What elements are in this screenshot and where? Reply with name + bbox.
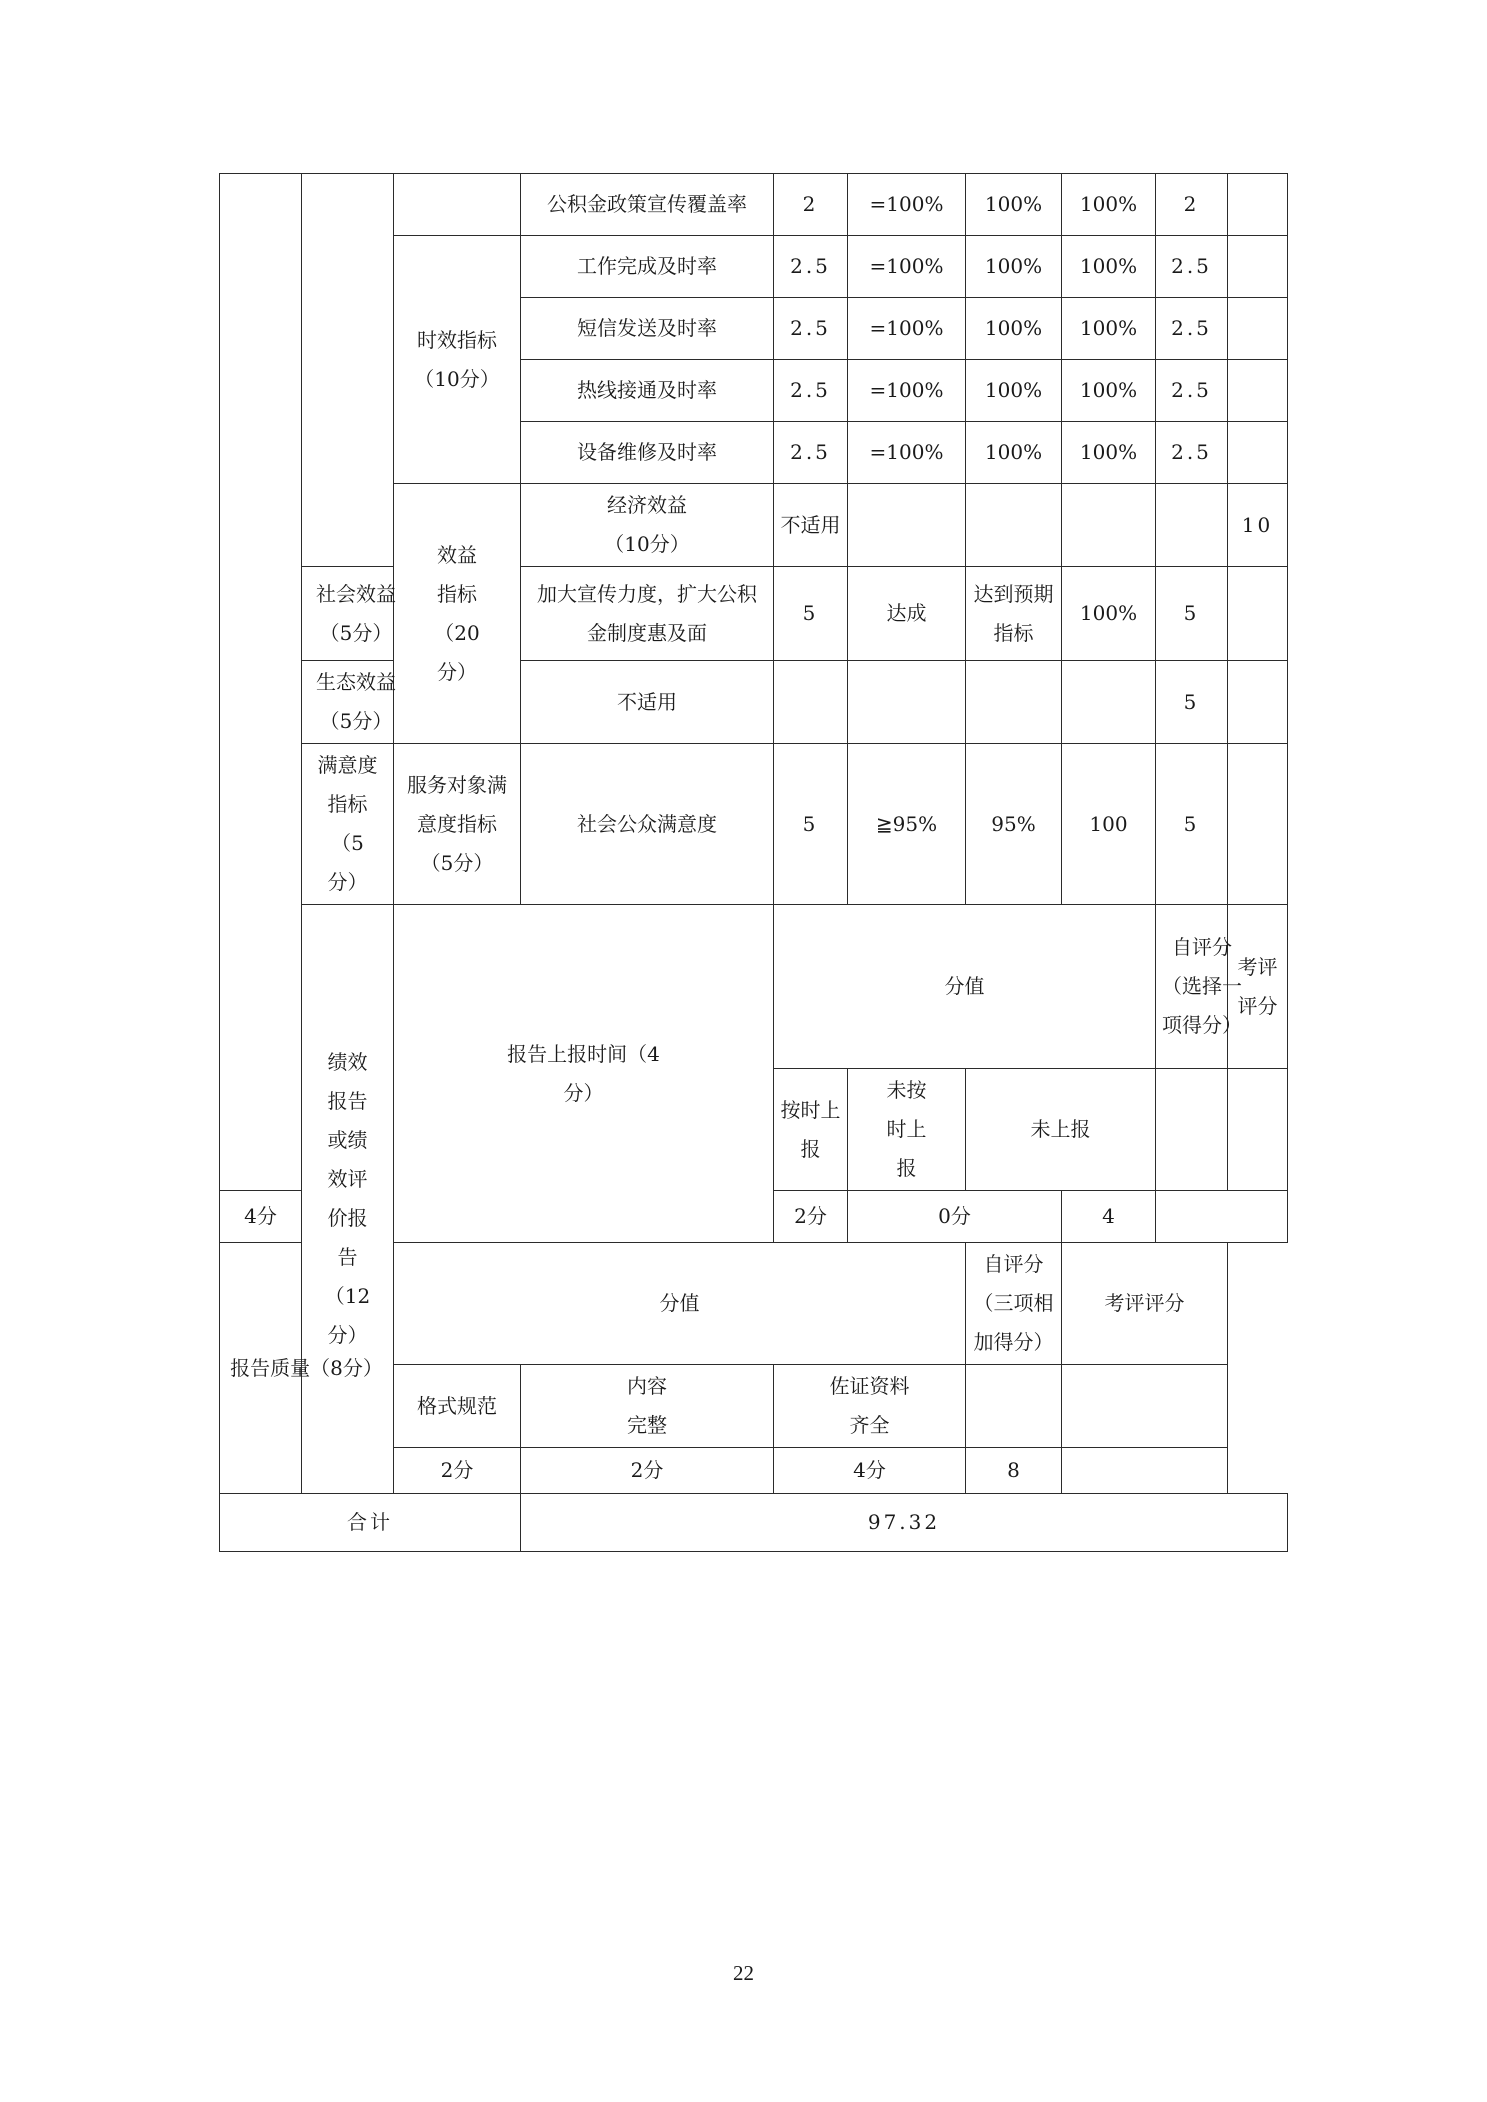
rate-cell: 100 (1062, 744, 1156, 905)
review-score-cell (1228, 298, 1288, 360)
review-score-cell (1228, 744, 1288, 905)
benefit-label: 效益指标（20分） (434, 542, 480, 684)
review-score-cell (1228, 360, 1288, 422)
satisfaction-label-cell (302, 744, 394, 905)
report-label: 绩效报告或绩效评价报告（12分） (324, 1050, 371, 1347)
self-score-cell: 10 (1228, 484, 1288, 567)
report-timing-name-cell (394, 905, 774, 1243)
self-score-cell: 8 (966, 1448, 1062, 1494)
target-cell: =100% (848, 236, 966, 298)
table-row (220, 1243, 1288, 1365)
weight-cell: 2.5 (774, 236, 848, 298)
category-cell (394, 236, 521, 484)
indicator-cell: 热线接通及时率 (521, 360, 774, 422)
review-score-cell (1228, 236, 1288, 298)
actual-cell: 100% (966, 422, 1062, 484)
review-score-cell (1228, 174, 1288, 236)
review-score-cell (1228, 1069, 1288, 1191)
total-label-cell: 合计 (220, 1494, 521, 1552)
option-cell: 格式规范 (394, 1365, 521, 1448)
category-cell (394, 174, 521, 236)
weight-cell: 2.5 (774, 298, 848, 360)
actual-cell: 100% (966, 236, 1062, 298)
option-cell: 未上报 (966, 1069, 1156, 1191)
review-score-cell (1062, 1365, 1228, 1448)
social-indicator: 加大宣传力度，扩大公积金制度惠及面 (537, 581, 757, 645)
timing-review-header: 考评评分 (1237, 954, 1278, 1018)
weight-cell: 5 (774, 744, 848, 905)
self-score-cell (966, 1365, 1062, 1448)
review-score-cell (1228, 567, 1288, 661)
performance-evaluation-table (219, 173, 1288, 1552)
score-header-cell: 分值 (774, 905, 1156, 1069)
self-score-cell (1156, 1069, 1228, 1191)
target-cell: =100% (848, 174, 966, 236)
ecological-category: 生态效益（5分） (316, 670, 396, 733)
self-score-cell: 2.5 (1156, 360, 1228, 422)
self-score-header-cell (1156, 905, 1242, 1069)
rate-cell: 100% (1062, 567, 1156, 661)
satisfaction-label: 满意度指标（5分） (317, 753, 378, 894)
weight-cell: 2.5 (774, 422, 848, 484)
social-category: 社会效益（5分） (316, 581, 396, 645)
timing-self-header: 自评分（选择一项得分） (1162, 935, 1242, 1037)
report-quality-name-cell: 报告质量（8分） (220, 1243, 394, 1494)
actual-cell: 95% (966, 744, 1062, 905)
weight-cell: 2.5 (774, 360, 848, 422)
review-score-cell (1156, 1191, 1288, 1243)
indicator-cell: 社会公众满意度 (521, 744, 774, 905)
self-score-cell: 5 (1156, 567, 1228, 661)
target-cell: =100% (848, 298, 966, 360)
quality-option-content: 内容完整 (627, 1374, 667, 1437)
table-row (220, 174, 1288, 236)
actual-cell (1062, 484, 1156, 567)
indicator-cell: 设备维修及时率 (521, 422, 774, 484)
points-cell: 2分 (394, 1448, 521, 1494)
option-cell (521, 1365, 774, 1448)
rate-cell (1156, 484, 1228, 567)
rate-cell (1062, 661, 1156, 744)
target-cell: ≧95% (848, 744, 966, 905)
rate-cell: 100% (1062, 236, 1156, 298)
points-cell: 4分 (774, 1448, 966, 1494)
report-timing-name: 报告上报时间（4分） (507, 1041, 660, 1105)
actual-cell: 100% (966, 298, 1062, 360)
actual-cell (966, 567, 1062, 661)
indicator-cell: 工作完成及时率 (521, 236, 774, 298)
rate-cell: 100% (1062, 174, 1156, 236)
self-score-cell: 2.5 (1156, 422, 1228, 484)
weight-cell (848, 484, 966, 567)
option-cell (774, 1365, 966, 1448)
rate-cell: 100% (1062, 422, 1156, 484)
self-score-header-cell (966, 1243, 1062, 1365)
social-actual: 达到预期指标 (973, 581, 1054, 645)
indicator-cell: 不适用 (774, 484, 848, 567)
review-score-cell (1228, 422, 1288, 484)
rate-cell: 100% (1062, 360, 1156, 422)
self-score-cell: 4 (1062, 1191, 1156, 1243)
self-score-cell: 5 (1156, 661, 1228, 744)
quality-self-header: 自评分（三项相加得分） (973, 1252, 1054, 1354)
category-cell (302, 661, 394, 744)
score-header-cell: 分值 (394, 1243, 966, 1365)
self-score-cell: 2 (1156, 174, 1228, 236)
output-label-cell (220, 174, 302, 1191)
points-cell: 4分 (220, 1191, 302, 1243)
indicator-cell: 短信发送及时率 (521, 298, 774, 360)
target-cell: =100% (848, 360, 966, 422)
timing-option-late: 未按时上报 (886, 1078, 927, 1180)
table-row (220, 567, 1288, 661)
table-row (220, 661, 1288, 744)
category-cell (302, 567, 394, 661)
total-value-cell: 97.32 (521, 1494, 1288, 1552)
indicator-cell: 公积金政策宣传覆盖率 (521, 174, 774, 236)
satisfaction-category: 服务对象满意度指标（5分） (407, 772, 507, 875)
review-score-cell (1062, 1448, 1228, 1494)
indicator-cell: 不适用 (521, 661, 774, 744)
page-number: 22 (733, 1961, 754, 1985)
points-cell: 2分 (774, 1191, 848, 1243)
economic-category: 经济效益（10分） (604, 493, 690, 556)
target-cell: =100% (848, 422, 966, 484)
self-score-cell: 2.5 (1156, 236, 1228, 298)
weight-cell (774, 661, 848, 744)
points-cell: 2分 (521, 1448, 774, 1494)
option-cell (848, 1069, 966, 1191)
points-cell: 0分 (848, 1191, 1062, 1243)
self-score-cell: 2.5 (1156, 298, 1228, 360)
actual-cell: 100% (966, 174, 1062, 236)
target-cell (966, 484, 1062, 567)
target-cell: 达成 (848, 567, 966, 661)
table-row (220, 744, 1288, 905)
category-cell (394, 744, 521, 905)
option-cell: 按时上报 (774, 1069, 848, 1191)
benefit-label-cell (394, 484, 521, 744)
weight-cell: 2 (774, 174, 848, 236)
actual-cell: 100% (966, 360, 1062, 422)
review-score-cell (1228, 661, 1288, 744)
table-row (220, 905, 1288, 1069)
rate-cell: 100% (1062, 298, 1156, 360)
quality-option-evidence: 佐证资料齐全 (829, 1374, 910, 1437)
timeliness-category: 时效指标（10分） (414, 327, 500, 391)
table-row (220, 1494, 1288, 1552)
weight-cell: 5 (774, 567, 848, 661)
category-cell (521, 484, 774, 567)
actual-cell (966, 661, 1062, 744)
indicator-cell (521, 567, 774, 661)
self-score-cell: 5 (1156, 744, 1228, 905)
output-sub-label-cell (302, 174, 394, 567)
review-score-header-cell: 考评评分 (1062, 1243, 1228, 1365)
target-cell (848, 661, 966, 744)
